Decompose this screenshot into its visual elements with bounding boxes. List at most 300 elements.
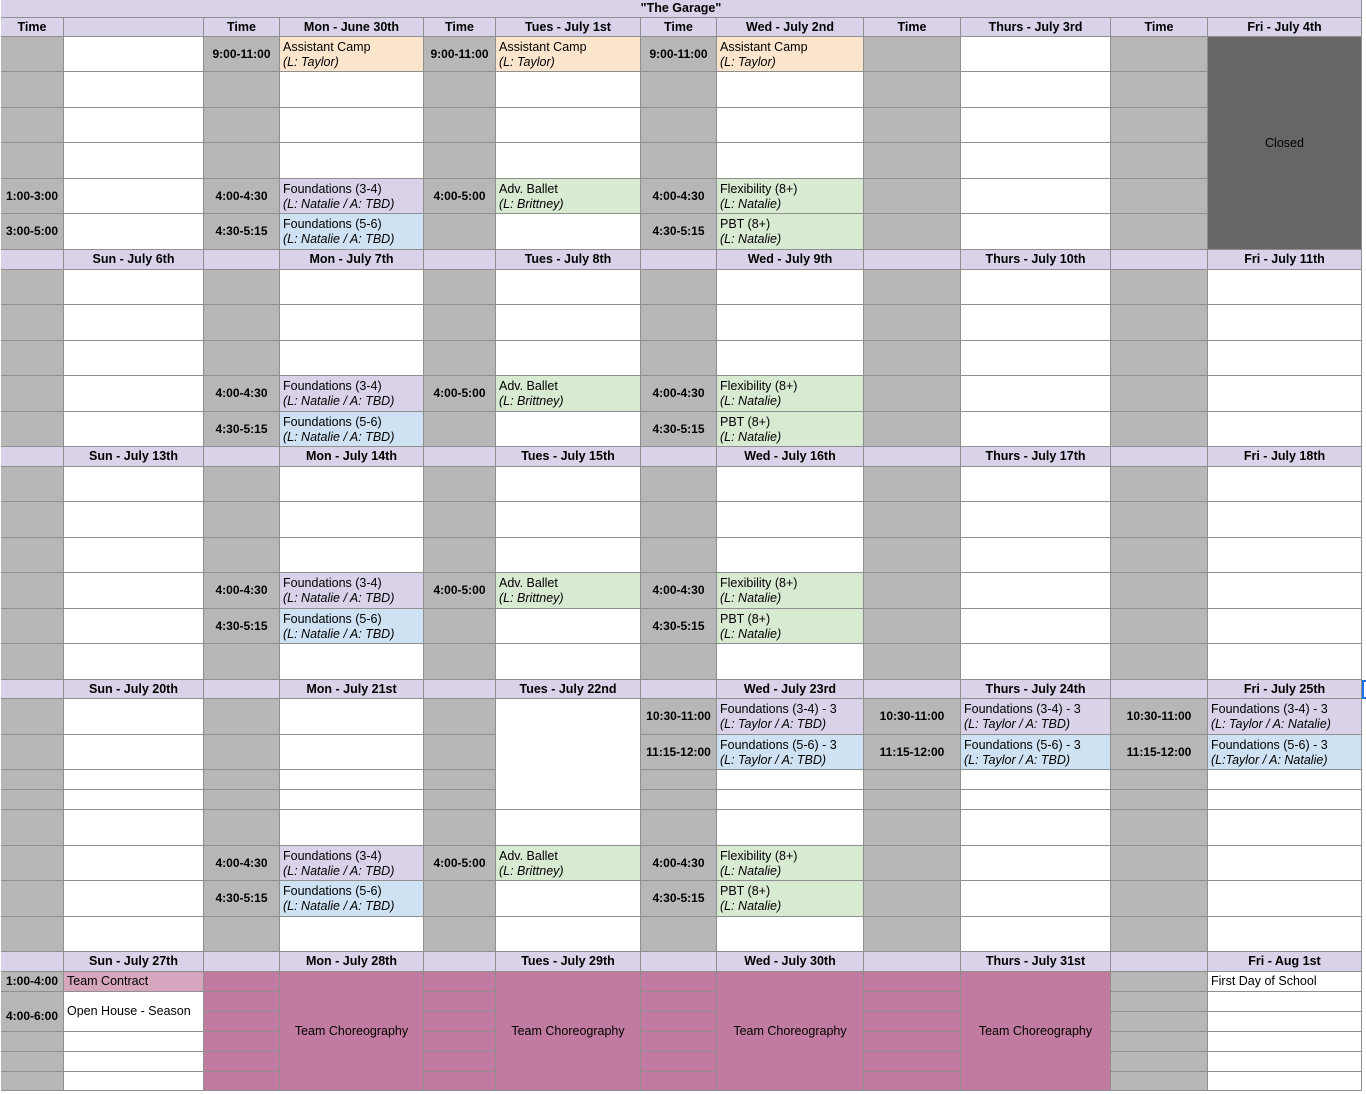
time-cell[interactable]	[424, 214, 496, 250]
time-cell[interactable]	[204, 917, 280, 952]
empty-cell[interactable]	[64, 538, 204, 573]
day-header[interactable]: Mon - July 28th	[280, 952, 424, 972]
time-column-header[interactable]	[424, 447, 496, 467]
empty-cell[interactable]	[64, 1052, 204, 1072]
time-cell[interactable]	[1111, 1012, 1208, 1032]
class-cell[interactable]	[961, 735, 1111, 770]
empty-cell[interactable]	[1208, 790, 1362, 810]
empty-cell[interactable]	[717, 72, 864, 108]
time-cell[interactable]	[641, 1032, 717, 1052]
empty-cell[interactable]	[717, 467, 864, 502]
time-column-header[interactable]: Time	[1, 18, 64, 37]
time-column-header[interactable]: Time	[1111, 18, 1208, 37]
empty-cell[interactable]	[496, 881, 641, 917]
time-cell[interactable]	[864, 376, 961, 412]
empty-cell[interactable]	[496, 644, 641, 680]
time-cell[interactable]	[1111, 108, 1208, 143]
day-header[interactable]: Fri - July 25th	[1208, 680, 1362, 699]
empty-cell[interactable]	[717, 108, 864, 143]
time-cell[interactable]	[1, 609, 64, 644]
empty-cell[interactable]	[1208, 881, 1362, 917]
time-cell[interactable]	[1, 341, 64, 376]
empty-cell[interactable]	[1208, 770, 1362, 790]
time-cell[interactable]	[641, 305, 717, 341]
empty-cell[interactable]	[717, 917, 864, 952]
time-cell[interactable]	[1111, 1072, 1208, 1091]
time-cell[interactable]: 4:00-5:00	[424, 573, 496, 609]
class-cell[interactable]	[717, 699, 864, 735]
time-cell[interactable]	[864, 1052, 961, 1072]
day-header[interactable]: Fri - July 11th	[1208, 250, 1362, 270]
empty-cell[interactable]	[961, 143, 1111, 179]
team-contract-cell[interactable]: Team Contract	[64, 972, 204, 992]
time-cell[interactable]	[424, 917, 496, 952]
time-column-header[interactable]	[864, 952, 961, 972]
time-cell[interactable]	[641, 341, 717, 376]
time-cell[interactable]	[1, 108, 64, 143]
empty-cell[interactable]	[717, 538, 864, 573]
time-cell[interactable]	[424, 108, 496, 143]
time-cell[interactable]	[424, 1012, 496, 1032]
time-column-header[interactable]	[1, 447, 64, 467]
time-cell[interactable]	[641, 790, 717, 810]
time-cell[interactable]	[641, 270, 717, 305]
time-cell[interactable]	[424, 790, 496, 810]
empty-cell[interactable]	[961, 790, 1111, 810]
empty-cell[interactable]	[496, 502, 641, 538]
time-cell[interactable]	[641, 143, 717, 179]
time-cell[interactable]: 4:00-5:00	[424, 846, 496, 881]
empty-cell[interactable]	[961, 917, 1111, 952]
time-cell[interactable]	[864, 573, 961, 609]
empty-cell[interactable]	[280, 305, 424, 341]
empty-cell[interactable]	[961, 502, 1111, 538]
time-cell[interactable]	[424, 972, 496, 992]
time-cell[interactable]	[1111, 72, 1208, 108]
empty-cell[interactable]	[1208, 573, 1362, 609]
time-column-header[interactable]	[1111, 680, 1208, 699]
time-cell[interactable]	[204, 270, 280, 305]
time-cell[interactable]	[1, 37, 64, 72]
day-header[interactable]: Tues - July 22nd	[496, 680, 641, 699]
time-cell[interactable]: 4:00-4:30	[641, 376, 717, 412]
time-cell[interactable]	[424, 609, 496, 644]
class-cell[interactable]	[717, 573, 864, 609]
time-cell[interactable]: 10:30-11:00	[641, 699, 717, 735]
time-cell[interactable]	[424, 72, 496, 108]
time-cell[interactable]	[424, 770, 496, 790]
class-cell[interactable]	[496, 179, 641, 214]
time-cell[interactable]: 10:30-11:00	[864, 699, 961, 735]
time-cell[interactable]	[1, 72, 64, 108]
time-cell[interactable]: 4:00-4:30	[641, 179, 717, 214]
empty-cell[interactable]	[1208, 467, 1362, 502]
time-cell[interactable]	[1, 735, 64, 770]
time-cell[interactable]: 4:30-5:15	[641, 412, 717, 447]
day-header[interactable]: Thurs - July 3rd	[961, 18, 1111, 37]
time-cell[interactable]: 10:30-11:00	[1111, 699, 1208, 735]
empty-cell[interactable]	[496, 305, 641, 341]
empty-cell[interactable]	[961, 467, 1111, 502]
day-header[interactable]: Mon - July 21st	[280, 680, 424, 699]
time-cell[interactable]	[424, 502, 496, 538]
time-cell[interactable]	[1111, 376, 1208, 412]
time-cell[interactable]	[864, 972, 961, 992]
team-choreography-block[interactable]: Team Choreography	[717, 972, 864, 1091]
time-cell[interactable]	[1, 538, 64, 573]
empty-cell[interactable]	[64, 810, 204, 846]
time-cell[interactable]: 4:00-6:00	[1, 1002, 64, 1032]
time-cell[interactable]	[204, 467, 280, 502]
time-cell[interactable]	[1111, 467, 1208, 502]
time-cell[interactable]	[1111, 790, 1208, 810]
day-header[interactable]: Thurs - July 10th	[961, 250, 1111, 270]
time-cell[interactable]	[204, 1012, 280, 1032]
class-cell[interactable]	[717, 846, 864, 881]
empty-cell[interactable]	[961, 810, 1111, 846]
empty-cell[interactable]	[64, 305, 204, 341]
empty-cell[interactable]	[64, 1032, 204, 1052]
time-column-header[interactable]	[641, 447, 717, 467]
time-cell[interactable]	[864, 790, 961, 810]
empty-cell[interactable]	[1208, 305, 1362, 341]
time-column-header[interactable]	[1111, 952, 1208, 972]
time-cell[interactable]	[864, 37, 961, 72]
empty-cell[interactable]	[496, 270, 641, 305]
time-cell[interactable]: 11:15-12:00	[641, 735, 717, 770]
time-column-header[interactable]	[204, 250, 280, 270]
time-cell[interactable]	[204, 790, 280, 810]
time-cell[interactable]	[1111, 538, 1208, 573]
empty-cell[interactable]	[961, 846, 1111, 881]
empty-cell[interactable]	[1208, 1052, 1362, 1072]
time-cell[interactable]	[641, 538, 717, 573]
time-column-header[interactable]	[1, 952, 64, 972]
time-column-header[interactable]: Time	[204, 18, 280, 37]
empty-cell[interactable]	[1208, 412, 1362, 447]
empty-cell[interactable]	[280, 735, 424, 770]
empty-cell[interactable]	[496, 699, 641, 810]
empty-cell[interactable]	[1208, 538, 1362, 573]
time-cell[interactable]	[641, 992, 717, 1012]
time-cell[interactable]	[204, 143, 280, 179]
time-cell[interactable]	[864, 214, 961, 250]
class-cell[interactable]	[717, 881, 864, 917]
time-column-header[interactable]	[641, 250, 717, 270]
time-cell[interactable]	[424, 538, 496, 573]
class-cell[interactable]	[496, 376, 641, 412]
class-cell[interactable]	[717, 214, 864, 250]
time-cell[interactable]	[424, 735, 496, 770]
empty-cell[interactable]	[64, 1072, 204, 1091]
empty-cell[interactable]	[961, 644, 1111, 680]
time-cell[interactable]	[1, 790, 64, 810]
time-cell[interactable]	[864, 1012, 961, 1032]
time-cell[interactable]	[1111, 644, 1208, 680]
empty-cell[interactable]	[64, 467, 204, 502]
empty-cell[interactable]	[717, 810, 864, 846]
time-cell[interactable]	[1, 143, 64, 179]
day-header[interactable]: Wed - July 16th	[717, 447, 864, 467]
time-cell[interactable]	[864, 467, 961, 502]
time-cell[interactable]	[424, 341, 496, 376]
class-cell[interactable]	[717, 609, 864, 644]
class-cell[interactable]	[280, 412, 424, 447]
empty-cell[interactable]	[64, 609, 204, 644]
time-cell[interactable]: 4:00-4:30	[641, 573, 717, 609]
time-cell[interactable]	[1, 770, 64, 790]
empty-cell[interactable]	[1208, 609, 1362, 644]
day-header[interactable]: Wed - July 30th	[717, 952, 864, 972]
empty-cell[interactable]	[64, 846, 204, 881]
time-cell[interactable]	[641, 467, 717, 502]
empty-cell[interactable]	[496, 810, 641, 846]
empty-cell[interactable]	[280, 467, 424, 502]
empty-cell[interactable]	[496, 72, 641, 108]
empty-cell[interactable]	[496, 108, 641, 143]
day-header[interactable]: Sun - July 6th	[64, 250, 204, 270]
time-cell[interactable]	[1111, 573, 1208, 609]
time-cell[interactable]	[1, 573, 64, 609]
empty-cell[interactable]	[1208, 644, 1362, 680]
time-cell[interactable]	[864, 917, 961, 952]
time-cell[interactable]: 4:00-4:30	[204, 846, 280, 881]
day-header[interactable]: Fri - July 4th	[1208, 18, 1362, 37]
time-cell[interactable]	[1, 502, 64, 538]
empty-cell[interactable]	[496, 609, 641, 644]
time-cell[interactable]	[204, 992, 280, 1012]
empty-cell[interactable]	[64, 179, 204, 214]
time-cell[interactable]	[1111, 305, 1208, 341]
empty-cell[interactable]	[64, 790, 204, 810]
empty-cell[interactable]	[961, 108, 1111, 143]
day-header[interactable]: Tues - July 1st	[496, 18, 641, 37]
day-header[interactable]: Thurs - July 31st	[961, 952, 1111, 972]
time-cell[interactable]	[1, 699, 64, 735]
empty-cell[interactable]	[961, 72, 1111, 108]
time-cell[interactable]	[864, 1072, 961, 1091]
empty-cell[interactable]	[717, 143, 864, 179]
time-cell[interactable]	[204, 699, 280, 735]
time-cell[interactable]	[864, 644, 961, 680]
time-cell[interactable]	[424, 810, 496, 846]
empty-cell[interactable]	[64, 502, 204, 538]
time-cell[interactable]	[864, 810, 961, 846]
empty-cell[interactable]	[961, 305, 1111, 341]
time-column-header[interactable]	[204, 952, 280, 972]
time-cell[interactable]: 4:00-4:30	[204, 573, 280, 609]
time-cell[interactable]	[424, 881, 496, 917]
time-cell[interactable]	[1111, 609, 1208, 644]
empty-cell[interactable]	[496, 467, 641, 502]
time-cell[interactable]	[204, 770, 280, 790]
time-cell[interactable]: 1:00-3:00	[1, 179, 64, 214]
time-cell[interactable]	[1, 1052, 64, 1072]
day-header[interactable]: Tues - July 15th	[496, 447, 641, 467]
empty-cell[interactable]	[1208, 376, 1362, 412]
empty-cell[interactable]	[1208, 502, 1362, 538]
empty-cell[interactable]	[280, 538, 424, 573]
time-cell[interactable]	[864, 1032, 961, 1052]
time-cell[interactable]: 4:30-5:15	[641, 214, 717, 250]
time-column-header[interactable]	[1111, 447, 1208, 467]
time-cell[interactable]	[1, 810, 64, 846]
time-cell[interactable]	[641, 1052, 717, 1072]
time-cell[interactable]	[1111, 412, 1208, 447]
empty-cell[interactable]	[280, 108, 424, 143]
time-cell[interactable]	[1111, 881, 1208, 917]
empty-cell[interactable]	[717, 790, 864, 810]
time-cell[interactable]	[864, 179, 961, 214]
empty-cell[interactable]	[496, 412, 641, 447]
time-column-header[interactable]	[1, 680, 64, 699]
day-header[interactable]: Fri - July 18th	[1208, 447, 1362, 467]
time-cell[interactable]	[204, 1032, 280, 1052]
day-header[interactable]: Mon - July 7th	[280, 250, 424, 270]
empty-cell[interactable]	[64, 37, 204, 72]
day-header[interactable]: Thurs - July 24th	[961, 680, 1111, 699]
empty-cell[interactable]	[1208, 917, 1362, 952]
time-cell[interactable]	[424, 1072, 496, 1091]
day-header[interactable]: Wed - July 9th	[717, 250, 864, 270]
day-header[interactable]: Sun - July 13th	[64, 447, 204, 467]
time-cell[interactable]	[204, 735, 280, 770]
time-cell[interactable]	[1, 270, 64, 305]
time-cell[interactable]	[641, 770, 717, 790]
empty-cell[interactable]	[64, 376, 204, 412]
time-cell[interactable]: 9:00-11:00	[204, 37, 280, 72]
time-cell[interactable]	[424, 467, 496, 502]
first-day-note[interactable]: First Day of School	[1208, 972, 1362, 992]
time-cell[interactable]	[1, 1072, 64, 1091]
empty-cell[interactable]	[64, 270, 204, 305]
empty-cell[interactable]	[496, 538, 641, 573]
time-cell[interactable]: 11:15-12:00	[1111, 735, 1208, 770]
empty-cell[interactable]	[280, 72, 424, 108]
empty-cell[interactable]	[64, 770, 204, 790]
day-header[interactable]: Wed - July 2nd	[717, 18, 864, 37]
time-cell[interactable]	[1, 917, 64, 952]
time-cell[interactable]	[1, 881, 64, 917]
time-cell[interactable]: 4:00-4:30	[204, 179, 280, 214]
empty-cell[interactable]	[961, 179, 1111, 214]
class-cell[interactable]	[717, 735, 864, 770]
empty-cell[interactable]	[961, 412, 1111, 447]
time-column-header[interactable]	[1, 250, 64, 270]
time-cell[interactable]	[1, 376, 64, 412]
time-cell[interactable]	[424, 143, 496, 179]
day-header[interactable]: Fri - Aug 1st	[1208, 952, 1362, 972]
empty-cell[interactable]	[64, 699, 204, 735]
time-cell[interactable]	[1, 467, 64, 502]
time-column-header[interactable]	[864, 250, 961, 270]
time-cell[interactable]	[204, 502, 280, 538]
empty-cell[interactable]	[961, 214, 1111, 250]
time-cell[interactable]	[864, 72, 961, 108]
team-choreography-block[interactable]: Team Choreography	[961, 972, 1111, 1091]
time-cell[interactable]	[864, 992, 961, 1012]
time-cell[interactable]	[1111, 341, 1208, 376]
time-cell[interactable]	[1, 412, 64, 447]
time-cell[interactable]	[1111, 270, 1208, 305]
class-cell[interactable]	[280, 376, 424, 412]
time-cell[interactable]: 4:00-5:00	[424, 179, 496, 214]
time-cell[interactable]	[204, 305, 280, 341]
time-cell[interactable]	[1111, 846, 1208, 881]
day-header[interactable]: Tues - July 29th	[496, 952, 641, 972]
time-cell[interactable]: 4:30-5:15	[641, 609, 717, 644]
empty-cell[interactable]	[64, 341, 204, 376]
time-cell[interactable]: 3:00-5:00	[1, 214, 64, 250]
time-column-header[interactable]: Time	[864, 18, 961, 37]
empty-cell[interactable]	[717, 644, 864, 680]
time-cell[interactable]	[864, 846, 961, 881]
day-header[interactable]: Mon - July 14th	[280, 447, 424, 467]
time-cell[interactable]	[864, 412, 961, 447]
empty-cell[interactable]	[64, 735, 204, 770]
empty-cell[interactable]	[1208, 270, 1362, 305]
empty-cell[interactable]	[961, 376, 1111, 412]
empty-cell[interactable]	[280, 810, 424, 846]
empty-cell[interactable]	[496, 214, 641, 250]
time-cell[interactable]	[864, 143, 961, 179]
time-cell[interactable]	[864, 538, 961, 573]
time-column-header[interactable]	[204, 447, 280, 467]
time-cell[interactable]	[1, 305, 64, 341]
time-cell[interactable]	[1, 644, 64, 680]
day-header[interactable]: Sun - July 27th	[64, 952, 204, 972]
empty-cell[interactable]	[1208, 810, 1362, 846]
empty-cell[interactable]	[496, 917, 641, 952]
time-cell[interactable]	[1111, 810, 1208, 846]
class-cell[interactable]	[1208, 699, 1362, 735]
day-header[interactable]: Mon - June 30th	[280, 18, 424, 37]
time-cell[interactable]	[1111, 917, 1208, 952]
empty-cell[interactable]	[717, 502, 864, 538]
day-header[interactable]: Sun - July 20th	[64, 680, 204, 699]
empty-cell[interactable]	[280, 917, 424, 952]
time-cell[interactable]	[864, 502, 961, 538]
time-cell[interactable]	[1111, 972, 1208, 992]
time-column-header[interactable]	[864, 447, 961, 467]
time-cell[interactable]	[641, 917, 717, 952]
day-header[interactable]	[64, 18, 204, 37]
empty-cell[interactable]	[961, 341, 1111, 376]
time-cell[interactable]: 4:00-5:00	[424, 376, 496, 412]
open-house-cell[interactable]: Open House - Season	[64, 1002, 204, 1032]
time-cell[interactable]	[1111, 37, 1208, 72]
time-cell[interactable]	[1111, 502, 1208, 538]
empty-cell[interactable]	[64, 917, 204, 952]
time-cell[interactable]: 4:00-4:30	[641, 846, 717, 881]
time-cell[interactable]	[1111, 143, 1208, 179]
empty-cell[interactable]	[1208, 992, 1362, 1012]
day-header[interactable]: Wed - July 23rd	[717, 680, 864, 699]
time-column-header[interactable]: Time	[641, 18, 717, 37]
empty-cell[interactable]	[496, 341, 641, 376]
empty-cell[interactable]	[961, 538, 1111, 573]
class-cell[interactable]	[280, 881, 424, 917]
time-column-header[interactable]	[864, 680, 961, 699]
team-choreography-block[interactable]: Team Choreography	[496, 972, 641, 1091]
empty-cell[interactable]	[1208, 1012, 1362, 1032]
empty-cell[interactable]	[280, 770, 424, 790]
time-cell[interactable]: 4:00-4:30	[204, 376, 280, 412]
time-cell[interactable]	[1, 1032, 64, 1052]
empty-cell[interactable]	[64, 143, 204, 179]
time-column-header[interactable]	[424, 680, 496, 699]
time-cell[interactable]	[424, 270, 496, 305]
